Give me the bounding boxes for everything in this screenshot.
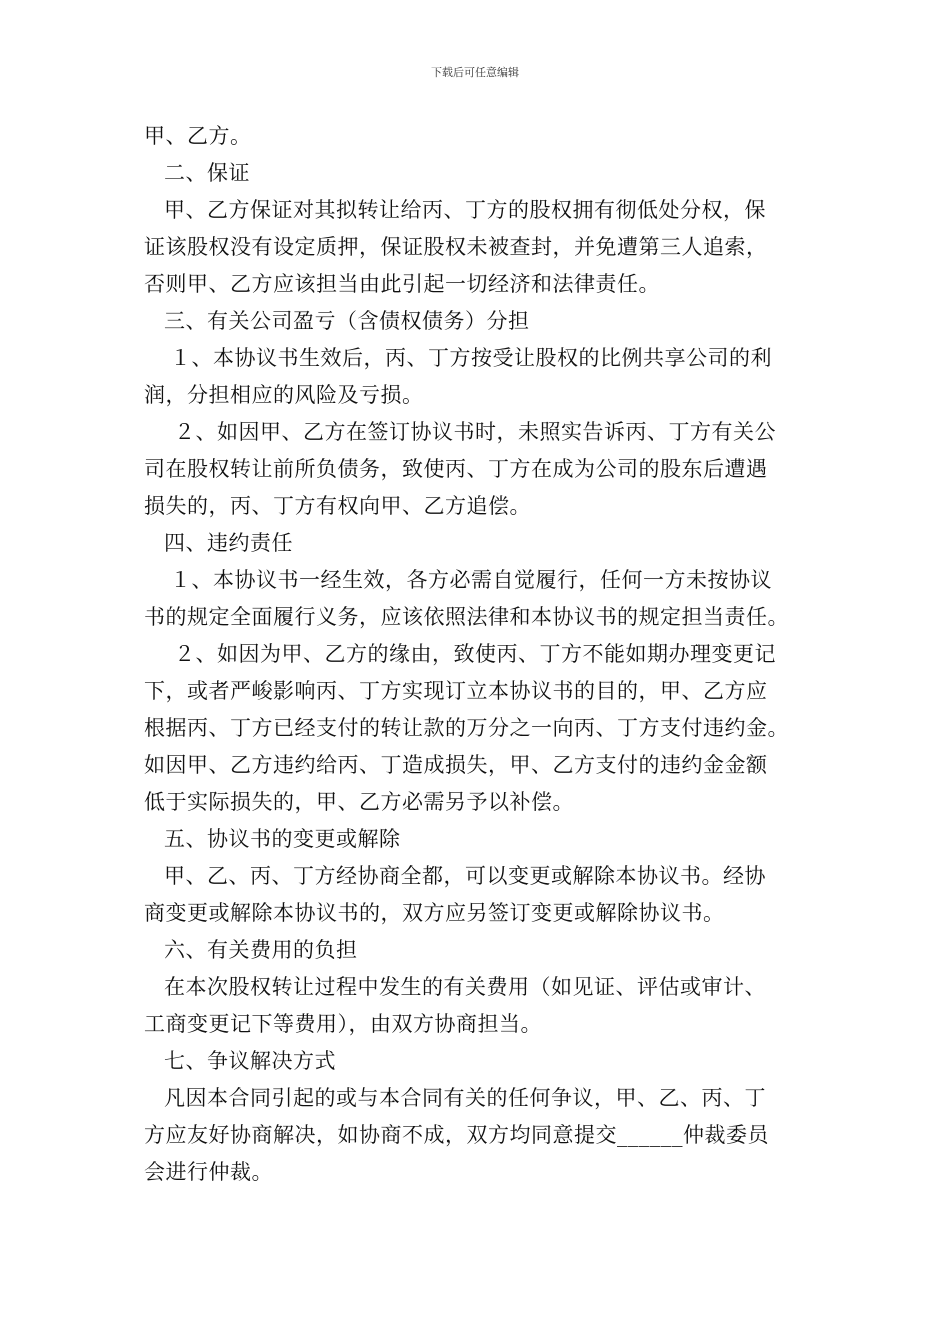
text-line: 甲、乙方保证对其拟转让给丙、丁方的股权拥有彻低处分权，保	[164, 198, 766, 222]
text-line: 下，或者严峻影响丙、丁方实现订立本协议书的目的，甲、乙方应	[144, 679, 768, 703]
text-line: 方应友好协商解决，如协商不成，双方均同意提交______仲裁委员	[144, 1123, 769, 1147]
section-heading-dispute: 七、争议解决方式	[164, 1049, 336, 1073]
text-line: 损失的，丙、丁方有权向甲、乙方追偿。	[144, 494, 531, 518]
text-line: 书的规定全面履行义务，应该依照法律和本协议书的规定担当责任。	[144, 605, 789, 629]
text-line: 商变更或解除本协议书的，双方应另签订变更或解除协议书。	[144, 901, 725, 925]
text-line: 根据丙、丁方已经支付的转让款的万分之一向丙、丁方支付违约金。	[144, 716, 789, 740]
text-line: 凡因本合同引起的或与本合同有关的任何争议，甲、乙、丙、丁	[164, 1086, 766, 1110]
text-line: 司在股权转让前所负债务，致使丙、丁方在成为公司的股东后遭遇	[144, 457, 768, 481]
text-line: 工商变更记下等费用），由双方协商担当。	[144, 1012, 542, 1036]
text-line: ２、如因为甲、乙方的缘由，致使丙、丁方不能如期办理变更记	[174, 642, 776, 666]
text-line: 在本次股权转让过程中发生的有关费用（如见证、评估或审计、	[164, 975, 766, 999]
section-heading-amendment: 五、协议书的变更或解除	[164, 827, 401, 851]
text-line: １、本协议书一经生效，各方必需自觉履行，任何一方未按协议	[170, 568, 772, 592]
section-heading-breach: 四、违约责任	[164, 531, 293, 555]
text-line: 低于实际损失的，甲、乙方必需另予以补偿。	[144, 790, 574, 814]
section-heading-guarantee: 二、保证	[164, 161, 250, 185]
text-line: 润，分担相应的风险及亏损。	[144, 383, 424, 407]
page-header: 下载后可任意编辑	[431, 66, 519, 79]
text-line: 甲、乙方。	[144, 124, 252, 148]
section-heading-fees: 六、有关费用的负担	[164, 938, 358, 962]
text-line: 证该股权没有设定质押，保证股权未被查封，并免遭第三人追索，	[144, 235, 768, 259]
section-heading-profit-loss: 三、有关公司盈亏（含债权债务）分担	[164, 309, 530, 333]
text-line: ２、如因甲、乙方在签订协议书时，未照实告诉丙、丁方有关公	[174, 420, 776, 444]
text-line: 否则甲、乙方应该担当由此引起一切经济和法律责任。	[144, 272, 660, 296]
text-line: １、本协议书生效后，丙、丁方按受让股权的比例共享公司的利	[170, 346, 772, 370]
text-line: 如因甲、乙方违约给丙、丁造成损失，甲、乙方支付的违约金金额	[144, 753, 768, 777]
document-body	[144, 118, 812, 1191]
text-line: 会进行仲裁。	[144, 1160, 273, 1184]
text-line: 甲、乙、丙、丁方经协商全都，可以变更或解除本协议书。经协	[164, 864, 766, 888]
